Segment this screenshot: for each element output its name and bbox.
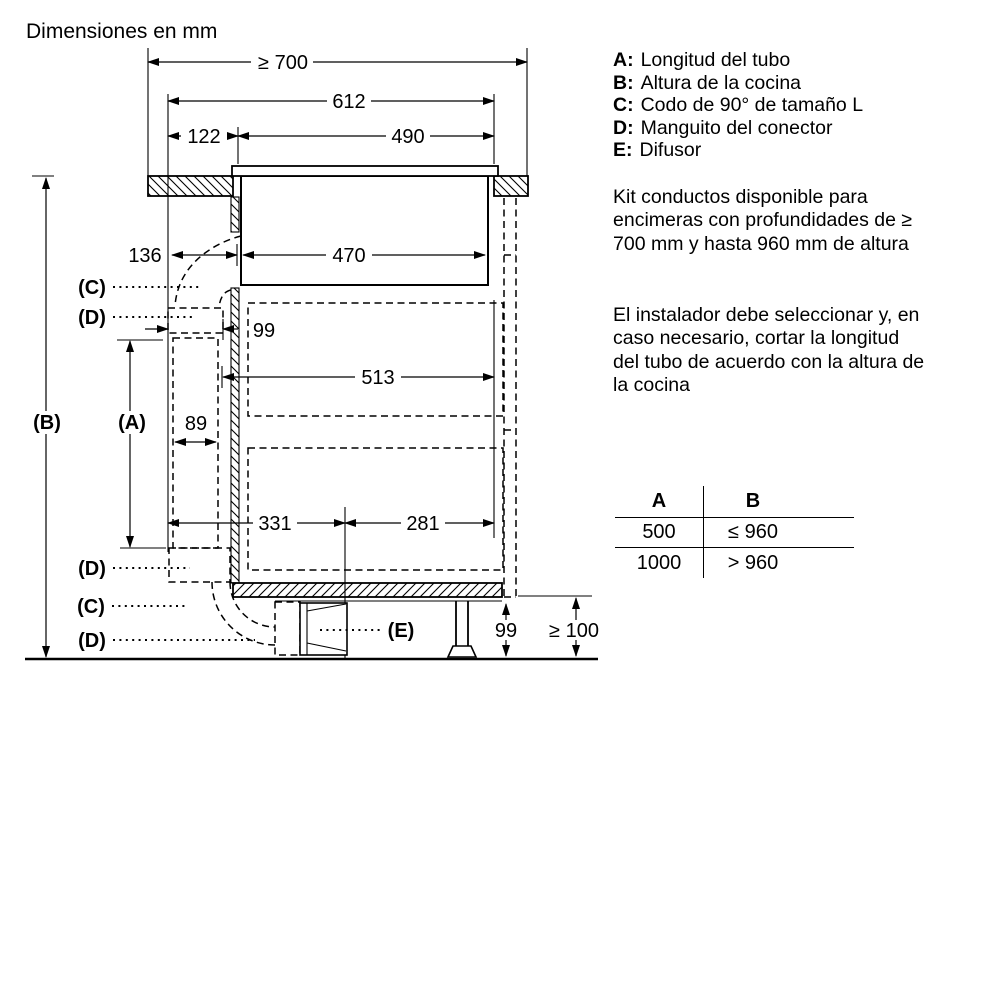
note-installer: El instalador debe seleccionar y, en caso necesario, cortar la longitud del tubo de acuerdo con la altura de la cocina <box>613 304 925 397</box>
dim-122-label: 122 <box>187 126 221 148</box>
label-C-bottom: (C) <box>77 596 105 618</box>
duct-panel <box>231 288 239 583</box>
hob-body <box>241 176 488 285</box>
top-connector <box>168 308 223 333</box>
label-C-top: (C) <box>78 277 106 299</box>
cabinet-side-outline <box>504 198 516 597</box>
legend-item-B: B: Altura de la cocina <box>613 71 802 94</box>
dim-136-label: 136 <box>128 245 162 267</box>
top-elbow-inner <box>219 290 231 307</box>
worktop-left <box>148 176 233 196</box>
page-title: Dimensiones en mm <box>26 20 218 43</box>
legend-item-A: A: Longitud del tubo <box>613 49 791 71</box>
extension-lines <box>32 48 592 658</box>
plinth <box>233 583 502 597</box>
label-D-mid: (D) <box>78 558 106 580</box>
bottom-connector <box>169 548 230 582</box>
label-A: (A) <box>118 412 146 434</box>
dim-490-label: 490 <box>391 126 425 148</box>
label-D-top: (D) <box>78 307 106 329</box>
table-header-B: B <box>745 490 761 512</box>
dimension-lines <box>46 62 576 657</box>
tube <box>173 338 218 548</box>
tube-length-table <box>615 486 854 578</box>
dim-470-label: 470 <box>332 245 366 267</box>
dim-281-label: 281 <box>406 513 440 535</box>
dim-99-bottom-label: 99 <box>494 620 518 642</box>
label-E: (E) <box>387 620 415 642</box>
leg-foot <box>448 646 476 657</box>
inlet-channel <box>231 197 239 232</box>
upper-drawer <box>248 303 503 416</box>
legend-item-C: C: Codo de 90° de tamaño L <box>613 94 864 117</box>
note-duct-kit: Kit conductos disponible para encimeras con profundidades de ≥ 700 mm y hasta 960 mm de altura <box>613 186 913 255</box>
table-row: 500 ≤ 960 <box>615 518 854 548</box>
label-D-bottom: (D) <box>78 630 106 652</box>
parts-legend <box>613 49 958 162</box>
dim-89-label: 89 <box>184 413 208 435</box>
worktop-right <box>494 176 528 196</box>
legend-item-E: E: Difusor <box>613 139 702 162</box>
hob-glass <box>232 166 498 176</box>
dimension-labels <box>128 51 603 642</box>
dim-700-label: ≥ 700 <box>258 52 308 74</box>
dim-513-label: 513 <box>361 367 395 389</box>
table-header-A: A <box>615 486 704 517</box>
dim-331-label: 331 <box>258 513 292 535</box>
diffuser-connector <box>275 602 300 655</box>
dim-99-top-label: 99 <box>252 320 276 342</box>
lower-drawer <box>248 448 503 570</box>
legend-item-D: D: Manguito del conector <box>613 116 833 139</box>
table-row: 1000 > 960 <box>615 548 854 578</box>
table-header-row <box>615 486 854 518</box>
label-B: (B) <box>33 412 61 434</box>
dim-612-label: 612 <box>332 91 366 113</box>
dim-100-label: ≥ 100 <box>549 620 599 642</box>
